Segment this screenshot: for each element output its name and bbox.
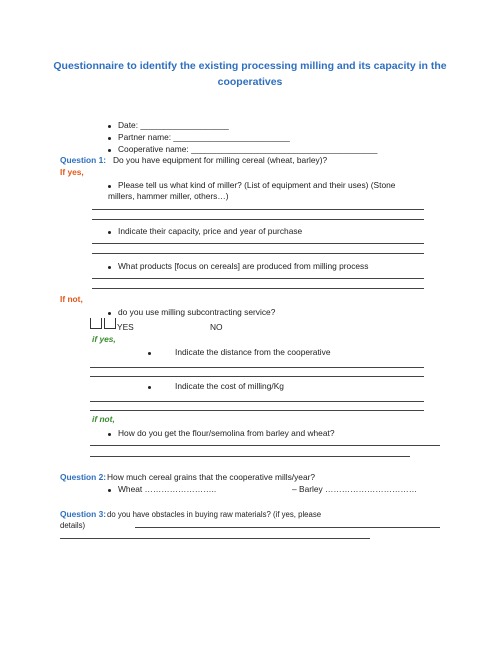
if-not-sub-label: if not, <box>92 414 115 424</box>
products-question: What products [focus on cereals] are produced from milling process <box>118 261 369 271</box>
answer-line[interactable] <box>90 367 424 368</box>
question-2-text: How much cereal grains that the cooperative mills/year? <box>107 472 316 482</box>
answer-line[interactable] <box>90 401 424 402</box>
bullet-icon <box>108 137 111 140</box>
answer-line[interactable] <box>92 243 424 244</box>
miller-kind-question: Please tell us what kind of miller? (List of equipment and their uses) (Stone <box>118 180 396 190</box>
capacity-question: Indicate their capacity, price and year of purchase <box>118 226 303 236</box>
bullet-icon <box>108 149 111 152</box>
bullet-icon <box>108 125 111 128</box>
no-option-label: NO <box>210 322 223 332</box>
answer-line[interactable] <box>60 538 370 539</box>
date-field[interactable]: Date: ___________________ <box>118 120 229 130</box>
miller-kind-question-cont: millers, hammer miller, others…) <box>108 191 229 201</box>
bullet-icon <box>148 352 151 355</box>
bullet-icon <box>108 231 111 234</box>
yes-checkbox[interactable] <box>90 318 102 329</box>
flour-question: How do you get the flour/semolina from barley and wheat? <box>118 428 335 438</box>
bullet-icon <box>108 433 111 436</box>
question-1-label: Question 1: <box>60 155 107 165</box>
cost-question: Indicate the cost of milling/Kg <box>175 381 284 391</box>
bullet-icon <box>108 489 111 492</box>
cooperative-name-field[interactable]: Cooperative name: ________________________________________ <box>118 144 378 154</box>
subcontract-question: do you use milling subcontracting service? <box>118 307 276 317</box>
yes-option-label: YES <box>117 322 134 332</box>
partner-name-field[interactable]: Partner name: _________________________ <box>118 132 290 142</box>
answer-line[interactable] <box>90 456 410 457</box>
bullet-icon <box>108 185 111 188</box>
question-2-label: Question 2: <box>60 472 107 482</box>
if-not-label: If not, <box>60 294 83 304</box>
question-3-label: Question 3: <box>60 509 107 519</box>
answer-line[interactable] <box>90 376 424 377</box>
distance-question: Indicate the distance from the cooperative <box>175 347 331 357</box>
barley-field[interactable]: – Barley …………………………… <box>292 484 418 494</box>
answer-line[interactable] <box>90 445 440 446</box>
answer-line[interactable] <box>92 288 424 289</box>
answer-line[interactable] <box>135 527 440 528</box>
answer-line[interactable] <box>92 253 424 254</box>
answer-line[interactable] <box>92 219 424 220</box>
answer-line[interactable] <box>92 209 424 210</box>
question-3-text: do you have obstacles in buying raw materials? (if yes, please <box>107 510 322 519</box>
bullet-icon <box>108 312 111 315</box>
bullet-icon <box>148 386 151 389</box>
document-title: Questionnaire to identify the existing processing milling and its capacity in the cooperatives <box>53 60 447 88</box>
if-yes-label: If yes, <box>60 167 84 177</box>
bullet-icon <box>108 266 111 269</box>
answer-line[interactable] <box>92 278 424 279</box>
question-3-text-cont: details) <box>60 521 86 530</box>
answer-line[interactable] <box>90 410 424 411</box>
question-1-text: Do you have equipment for milling cereal (wheat, barley)? <box>113 155 328 165</box>
no-checkbox[interactable] <box>104 318 116 329</box>
wheat-field[interactable]: Wheat …………………….. <box>118 484 217 494</box>
if-yes-sub-label: if yes, <box>92 334 116 344</box>
